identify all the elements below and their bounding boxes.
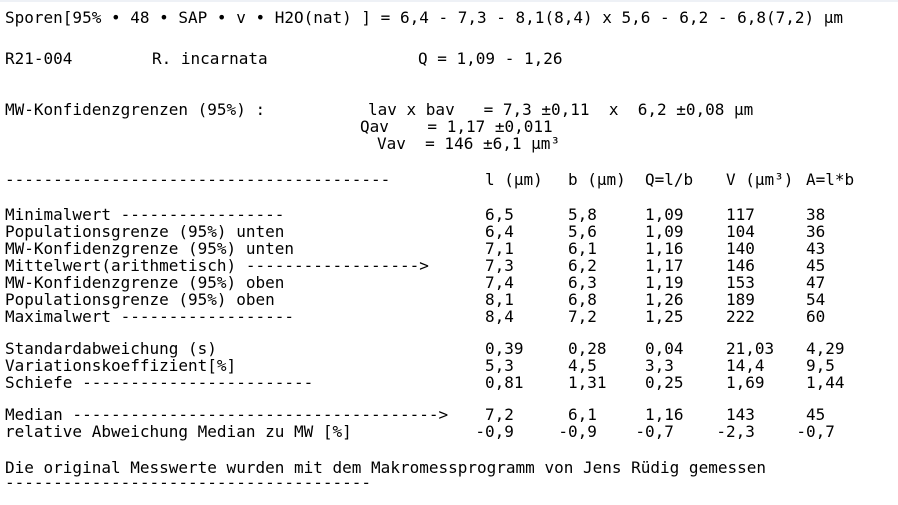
col-header-a: A=l*b <box>806 170 855 189</box>
row-label: Populationsgrenze (95%) unten <box>5 222 285 241</box>
cell-a: 45 <box>806 256 826 275</box>
mw-vav-line: Vav = 146 ±6,1 µm³ <box>377 134 561 153</box>
row-label: Median --------------------------------------> <box>5 405 449 424</box>
cell-b: 0,28 <box>568 339 607 358</box>
row-label: Populationsgrenze (95%) oben <box>5 290 275 309</box>
cell-v: 153 <box>726 273 755 292</box>
table-row <box>0 357 898 374</box>
cell-q: 0,25 <box>645 373 684 392</box>
col-header-b: b (µm) <box>568 170 626 189</box>
cell-v: 14,4 <box>726 356 765 375</box>
cell-b: -0,9 <box>558 422 597 441</box>
cell-l: 0,81 <box>485 373 524 392</box>
collection-row <box>0 50 898 67</box>
cell-v: 104 <box>726 222 755 241</box>
cell-q: 1,09 <box>645 222 684 241</box>
table-row <box>0 308 898 325</box>
cell-l: 6,5 <box>485 205 514 224</box>
cell-a: -0,7 <box>796 422 835 441</box>
row-label: Standardabweichung (s) <box>5 339 217 358</box>
cell-a: 1,44 <box>806 373 845 392</box>
row-label: relative Abweichung Median zu MW [%] <box>5 422 352 441</box>
row-label: MW-Konfidenzgrenze (95%) unten <box>5 239 294 258</box>
cell-l: 7,3 <box>485 256 514 275</box>
cell-b: 5,6 <box>568 222 597 241</box>
footer-note: Die original Messwerte wurden mit dem Makromessprogramm von Jens Rüdig gemessen <box>5 458 766 477</box>
cell-v: 143 <box>726 405 755 424</box>
cell-q: 1,26 <box>645 290 684 309</box>
table-separator: ---------------------------------------- <box>5 170 391 189</box>
cell-v: 117 <box>726 205 755 224</box>
row-label: Schiefe ------------------------ <box>5 373 314 392</box>
cell-q: 1,16 <box>645 405 684 424</box>
cell-a: 54 <box>806 290 826 309</box>
cell-l: 8,4 <box>485 307 514 326</box>
col-header-v: V (µm³) <box>726 170 794 189</box>
table-header-row <box>0 171 898 188</box>
table-row <box>0 257 898 274</box>
cell-a: 47 <box>806 273 826 292</box>
cell-a: 60 <box>806 307 826 326</box>
cell-v: -2,3 <box>716 422 755 441</box>
mw-confidence-row <box>0 101 898 118</box>
cell-q: 1,09 <box>645 205 684 224</box>
collection-id: R21-004 <box>5 49 73 68</box>
cell-q: 1,16 <box>645 239 684 258</box>
cell-q: 0,04 <box>645 339 684 358</box>
row-label: Minimalwert ----------------- <box>5 205 285 224</box>
cell-q: 1,19 <box>645 273 684 292</box>
cell-b: 6,8 <box>568 290 597 309</box>
cell-q: -0,7 <box>635 422 674 441</box>
row-label: MW-Konfidenzgrenze (95%) oben <box>5 273 285 292</box>
mw-qav-row <box>0 118 898 135</box>
row-label: Variationskoeffizient[%] <box>5 356 237 375</box>
species-name: R. incarnata <box>152 49 268 68</box>
row-label: Maximalwert ------------------ <box>5 307 294 326</box>
cell-b: 6,3 <box>568 273 597 292</box>
q-ratio-range: Q = 1,09 - 1,26 <box>418 49 563 68</box>
table-row <box>0 291 898 308</box>
cell-q: 3,3 <box>645 356 674 375</box>
col-header-l: l (µm) <box>485 170 543 189</box>
cell-b: 7,2 <box>568 307 597 326</box>
table-row <box>0 206 898 223</box>
footer-separator: -------------------------------------- <box>5 473 372 492</box>
cell-q: 1,17 <box>645 256 684 275</box>
cell-v: 146 <box>726 256 755 275</box>
spore-formula-row <box>0 9 898 26</box>
cell-a: 38 <box>806 205 826 224</box>
table-row <box>0 374 898 391</box>
cell-b: 1,31 <box>568 373 607 392</box>
cell-a: 9,5 <box>806 356 835 375</box>
cell-b: 4,5 <box>568 356 597 375</box>
mw-lav-bav-line: lav x bav = 7,3 ±0,11 x 6,2 ±0,08 µm <box>368 100 754 119</box>
cell-a: 36 <box>806 222 826 241</box>
cell-a: 4,29 <box>806 339 845 358</box>
table-row <box>0 240 898 257</box>
table-row <box>0 274 898 291</box>
table-row <box>0 340 898 357</box>
cell-l: 6,4 <box>485 222 514 241</box>
cell-l: 7,1 <box>485 239 514 258</box>
mw-confidence-label: MW-Konfidenzgrenzen (95%) : <box>5 100 266 119</box>
cell-b: 6,2 <box>568 256 597 275</box>
cell-l: 0,39 <box>485 339 524 358</box>
cell-q: 1,25 <box>645 307 684 326</box>
cell-l: 7,4 <box>485 273 514 292</box>
cell-l: 8,1 <box>485 290 514 309</box>
footer-separator-row <box>0 474 898 491</box>
spore-formula: Sporen[95% • 48 • SAP • v • H2O(nat) ] = 6,4 - 7,3 - 8,1(8,4) x 5,6 - 6,2 - 6,8(7,2) µm <box>5 8 844 27</box>
cell-v: 222 <box>726 307 755 326</box>
mw-vav-row <box>0 135 898 152</box>
table-row <box>0 406 898 423</box>
cell-a: 45 <box>806 405 826 424</box>
cell-v: 189 <box>726 290 755 309</box>
cell-b: 5,8 <box>568 205 597 224</box>
cell-b: 6,1 <box>568 239 597 258</box>
cell-b: 6,1 <box>568 405 597 424</box>
cell-v: 21,03 <box>726 339 775 358</box>
cell-l: 5,3 <box>485 356 514 375</box>
cell-v: 1,69 <box>726 373 765 392</box>
cell-a: 43 <box>806 239 826 258</box>
mw-qav-line: Qav = 1,17 ±0,011 <box>360 117 553 136</box>
col-header-q: Q=l/b <box>645 170 694 189</box>
row-label: Mittelwert(arithmetisch) ------------------> <box>5 256 429 275</box>
cell-v: 140 <box>726 239 755 258</box>
cell-l: 7,2 <box>485 405 514 424</box>
cell-l: -0,9 <box>475 422 514 441</box>
table-row <box>0 423 898 440</box>
table-row <box>0 223 898 240</box>
